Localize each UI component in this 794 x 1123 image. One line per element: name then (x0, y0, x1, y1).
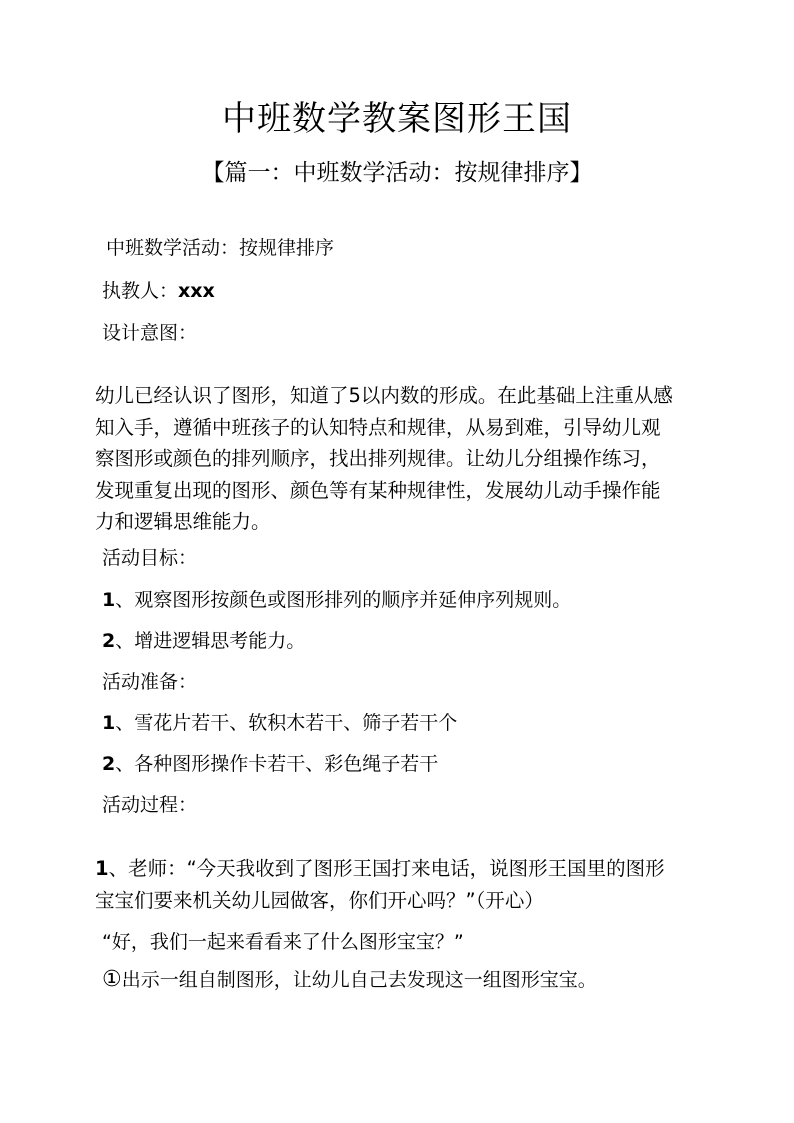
teacher-line (102, 276, 215, 306)
goal-text: 、增进逻辑思考能力。 (115, 630, 306, 652)
prep-text: 、各种图形操作卡若干、彩色绳子若干 (115, 753, 439, 775)
step-marker: ① (102, 967, 122, 992)
goal-number: 1 (102, 589, 116, 611)
design-paragraph (95, 380, 695, 538)
process-number: 1 (95, 857, 109, 880)
design-line: 察图形或颜色的排列顺序，找出排列规律。让幼儿分组操作练习， (95, 447, 661, 470)
goal-number: 2 (102, 630, 116, 652)
process-text: 宝宝们要来机关幼儿园做客，你们开心吗？”（开心） (95, 888, 544, 912)
goal-text: 、观察图形按颜色或图形排列的顺序并延伸序列规则。 (115, 589, 572, 611)
document-subtitle: 【篇一：中班数学活动：按规律排序】 (201, 160, 593, 186)
goal-item (102, 626, 305, 656)
goal-item (102, 585, 571, 615)
process-line (95, 885, 695, 917)
process-line (95, 853, 695, 885)
prep-text: 、雪花片若干、软积木若干、筛子若干个 (115, 712, 458, 734)
prep-item (102, 749, 438, 779)
design-line: 力和逻辑思维能力。 (95, 510, 271, 533)
design-line: 知入手，遵循中班孩子的认知特点和规律，从易到难，引导幼儿观 (95, 415, 661, 439)
prep-number: 1 (102, 712, 116, 734)
goals-label: 活动目标： (102, 547, 198, 569)
prep-label: 活动准备： (102, 671, 198, 693)
design-label: 设计意图： (102, 322, 198, 344)
process-label: 活动过程： (102, 794, 198, 816)
quote-line: “好，我们一起来看看来了什么图形宝宝？” (102, 931, 464, 953)
teacher-label: 执教人： (102, 280, 179, 302)
process-text: 、老师：“今天我收到了图形王国打来电话，说图形王国里的图形 (108, 857, 665, 880)
document-title: 中班数学教案图形王国 (222, 99, 572, 139)
design-line: 发现重复出现的图形、颜色等有某种规律性，发展幼儿动手操作能 (95, 478, 661, 502)
step-line (102, 965, 597, 995)
process-paragraph (95, 853, 695, 916)
teacher-value: xxx (178, 280, 215, 302)
prep-item (102, 708, 457, 738)
design-line: 幼儿已经认识了图形，知道了5以内数的形成。在此基础上注重从感 (95, 384, 673, 407)
step-text: 出示一组自制图形，让幼儿自己去发现这一组图形宝宝。 (121, 969, 597, 991)
prep-number: 2 (102, 753, 116, 775)
activity-name: 中班数学活动：按规律排序 (106, 237, 335, 259)
